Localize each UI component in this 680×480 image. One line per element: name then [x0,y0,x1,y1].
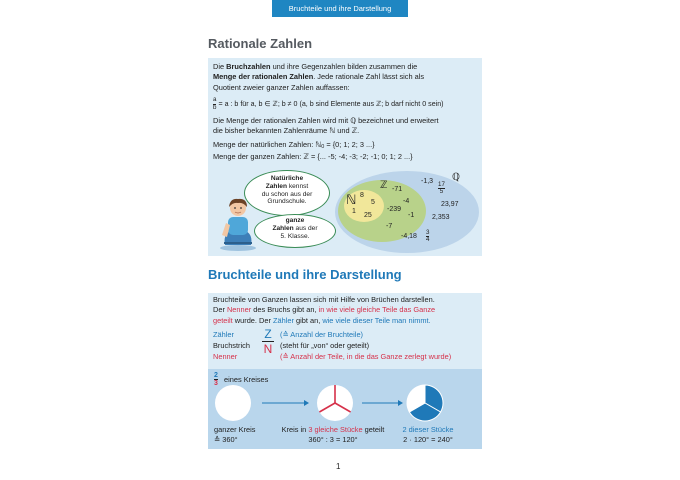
venn-value: 1 [352,208,356,215]
circle-diagrams [208,380,482,428]
rational-para2: Die Menge der rationalen Zahlen wird mit ℚ bezeichnet und erweitert die bisher bekannten Zahlenräume ℕ und ℤ. [213,116,439,136]
bruchstrich-desc: (steht für „von“ oder geteilt) [280,341,370,350]
bruchstrich-label: Bruchstrich [213,341,250,350]
quotient-formula: $\frac{a}{b}$ = a : b für a, b ∈ ℤ; b ≠ 0 (a, b sind Elemente aus ℤ; b darf nicht 0 sein) [213,96,444,111]
nenner-desc: (≙ Anzahl der Teile, in die das Ganze zerlegt wurde) [280,352,452,361]
fraction-a-over-b: $\frac{a}{b}$ [213,96,217,111]
venn-value: 8 [360,192,364,199]
circle-in-thirds [317,385,353,421]
label-Q: ℚ [452,172,460,183]
circle3-caption: 2 dieser Stücke 2 · 120° = 240° [402,425,454,445]
label-Z: ℤ [380,180,388,191]
number-sets: Menge der natürlichen Zahlen: ℕ0 = {0; 1; 2; 3 ...} Menge der ganzen Zahlen: ℤ = {... -5; -4; -3; -2; -1; 0; 1; 2 ...} [213,140,413,162]
circle-two-thirds [407,385,443,421]
venn-fraction: $\frac{17}{5}$ [438,180,445,196]
whole-circle [215,385,251,421]
venn-value: -7 [386,223,393,230]
venn-value: -4,18 [401,233,417,240]
symbolic-fraction: Z N [263,327,273,356]
venn-value: 23,97 [441,201,459,208]
venn-value: 25 [364,212,372,219]
nenner-label: Nenner [213,352,238,361]
venn-value: -239 [387,206,402,213]
venn-value: 2,353 [432,214,450,221]
speech-bubble-natural: Natürliche Zahlen kennst du schon aus der Grundschule. [244,170,330,216]
fractions-intro: Bruchteile von Ganzen lassen sich mit Hilfe von Brüchen darstellen. Der Nenner des Bruchs gibt an, in wie viele gleiche Teile das Ganze geteilt wurde. Der Zähler gibt an, wie viele dieser Teile man nimmt. [213,295,436,325]
venn-value: 5 [371,199,375,206]
rational-intro: Die Bruchzahlen und ihre Gegenzahlen bilden zusammen die Menge der rationalen Zahlen. Jede rationale Zahl lässt sich als Quotient zweier ganzer Zahlen auffassen: [213,62,425,92]
circles-caption: eines Kreises [224,375,269,384]
two-thirds-fraction: $\frac{2}{3}$ [214,371,218,388]
arrow-2-head [398,400,403,406]
zaehler-label: Zähler [213,330,234,339]
zaehler-desc: (≙ Anzahl der Bruchteile) [280,330,364,339]
venn-value: -1,3 [421,178,434,185]
section-title-bruchteile: Bruchteile und ihre Darstellung [208,267,402,282]
venn-fraction: $\frac{3}{4}$ [426,228,430,244]
arrow-1-head [304,400,309,406]
venn-value: -4 [403,198,410,205]
circle1-caption: ganzer Kreis ≙ 360° [214,425,256,445]
circle2-caption: Kreis in 3 gleiche Stücke geteilt 360° : 3 = 120° [281,425,385,445]
venn-value: -71 [392,186,403,193]
page-number: 1 [336,462,341,471]
label-N: ℕ [346,193,357,208]
header-tab: Bruchteile und ihre Darstellung [272,0,408,17]
section-title-rational: Rationale Zahlen [208,36,313,51]
speech-bubble-integer: ganze Zahlen aus der 5. Klasse. [254,214,336,248]
venn-value: -1 [408,212,415,219]
